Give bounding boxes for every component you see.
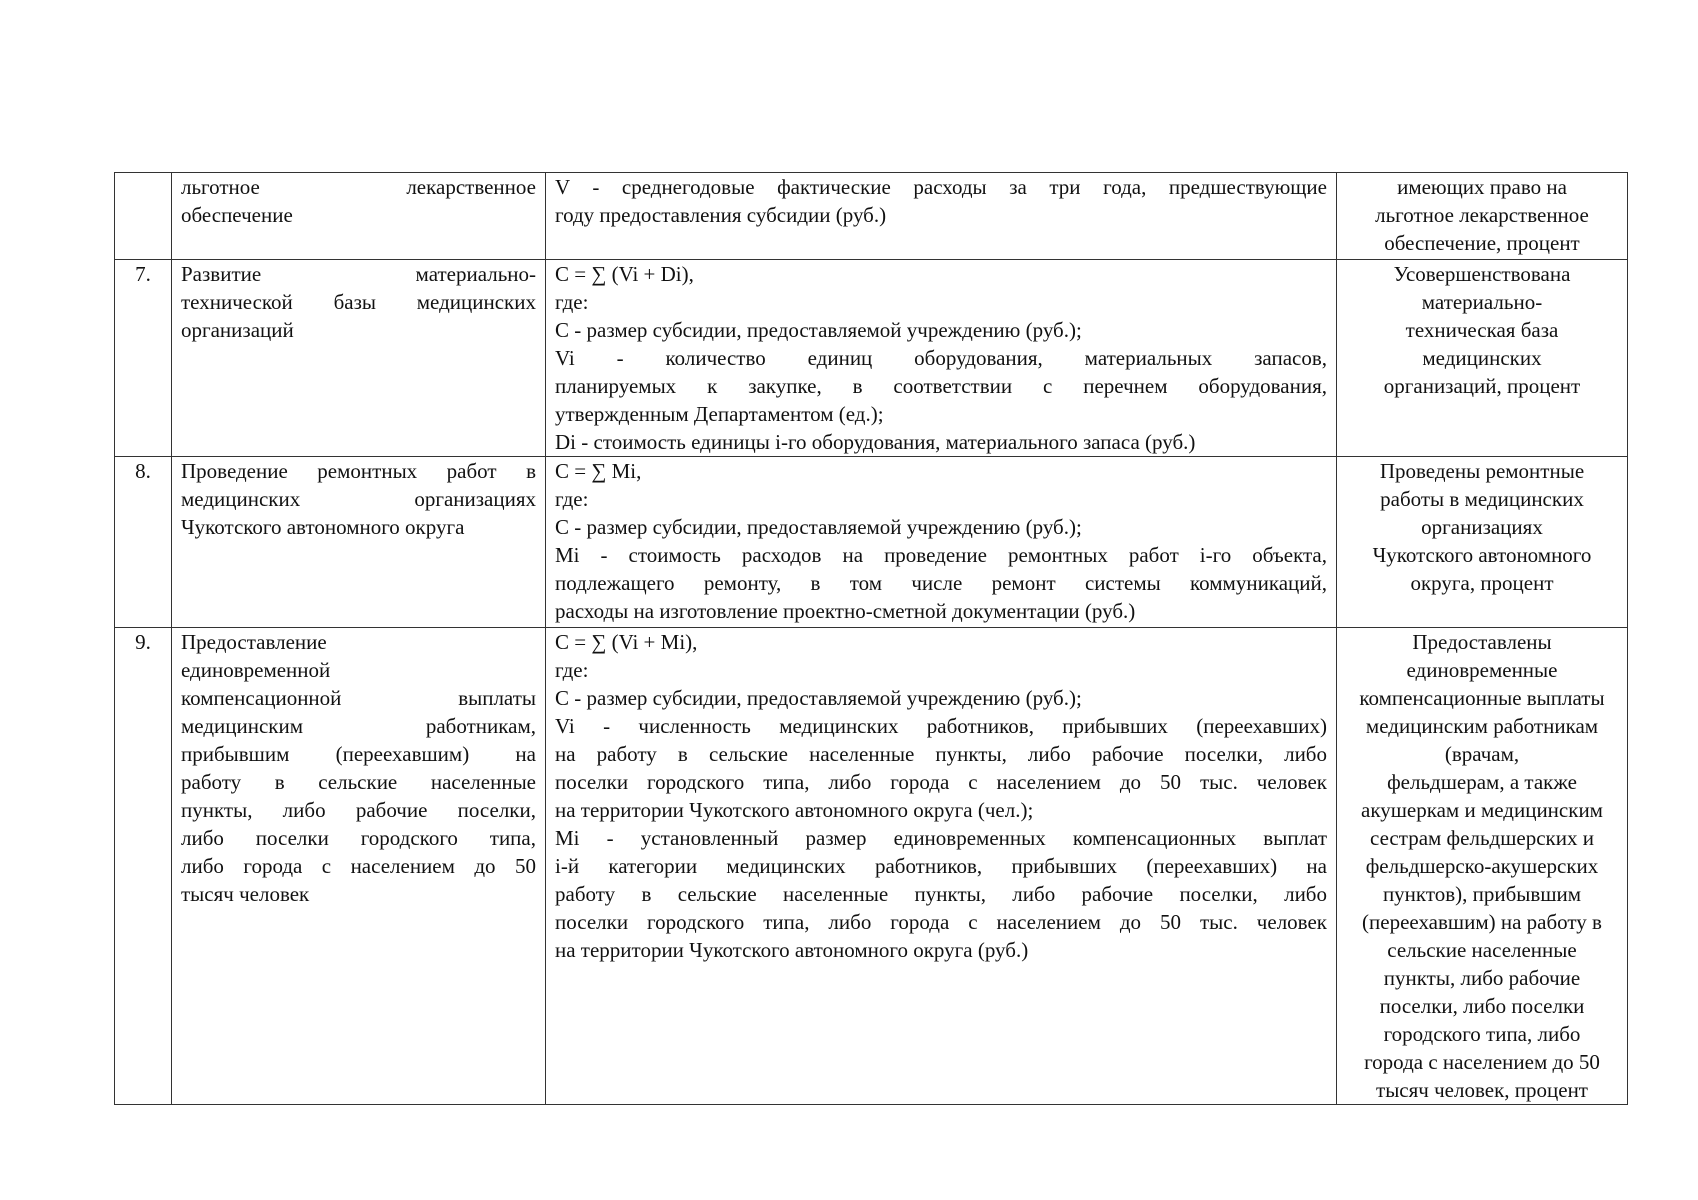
measure-name-line: Развитие материально-	[181, 262, 536, 286]
result-line: округа, процент	[1410, 571, 1554, 595]
measure-name-cell	[172, 457, 546, 628]
result-line: медицинским работникам	[1365, 714, 1599, 738]
formula-cell	[546, 628, 1337, 1105]
result-line: Проведены ремонтные	[1379, 459, 1585, 483]
result-line: обеспечение, процент	[1384, 231, 1580, 255]
result-line: Предоставлены	[1412, 630, 1552, 654]
result-line: Чукотского автономного	[1372, 543, 1592, 567]
measure-name-line: медицинских организациях	[181, 487, 536, 511]
formula-line: на работу в сельские населенные пункты, либо рабочие поселки, либо	[555, 742, 1327, 766]
result-line: организаций, процент	[1383, 374, 1581, 398]
result-line: организациях	[1421, 515, 1543, 539]
result-line: (врачам,	[1444, 742, 1520, 766]
formula-line: планируемых к закупке, в соответствии с перечнем оборудования,	[555, 374, 1327, 398]
result-line: материально-	[1421, 290, 1543, 314]
measure-name-cell	[172, 173, 546, 260]
row-number-text: 9.	[135, 630, 151, 654]
result-line: сестрам фельдшерских и	[1370, 826, 1594, 850]
result-line: (переехавшим) на работу в	[1362, 910, 1602, 934]
result-line: фельдшерам, а также	[1387, 770, 1577, 794]
result-line: сельские населенные	[1387, 938, 1577, 962]
row-number	[115, 628, 172, 1105]
table-row	[115, 260, 1628, 457]
formula-line: Mi - установленный размер единовременных компенсационных выплат	[555, 826, 1327, 850]
measure-name-line: компенсационной выплаты	[181, 686, 536, 710]
row-number-text: 8.	[135, 459, 151, 483]
measure-name-line: Предоставление	[181, 630, 327, 654]
subsidy-table	[114, 172, 1628, 1105]
result-line: единовременные	[1406, 658, 1558, 682]
result-line: тысяч человек, процент	[1376, 1078, 1588, 1102]
measure-name-cell	[172, 260, 546, 457]
formula-line: C = ∑ (Vi + Mi),	[555, 630, 698, 654]
formula-line: C - размер субсидии, предоставляемой учреждению (руб.);	[555, 318, 1082, 342]
table-row	[115, 457, 1628, 628]
result-line: медицинских	[1422, 346, 1542, 370]
measure-name-line: либо поселки городского типа,	[181, 826, 536, 850]
measure-name-line: прибывшим (переехавшим) на	[181, 742, 536, 766]
formula-line: Di - стоимость единицы i-го оборудования, материального запаса (руб.)	[555, 430, 1196, 454]
result-cell	[1337, 457, 1628, 628]
measure-name-line: единовременной	[181, 658, 331, 682]
measure-name-line: Проведение ремонтных работ в	[181, 459, 536, 483]
formula-line: где:	[555, 487, 589, 511]
formula-line: расходы на изготовление проектно-сметной документации (руб.)	[555, 599, 1136, 623]
measure-name-line: тысяч человек	[181, 882, 310, 906]
result-line: города с населением до 50	[1364, 1050, 1600, 1074]
formula-line: V - среднегодовые фактические расходы за три года, предшествующие	[555, 175, 1327, 199]
row-number	[115, 260, 172, 457]
formula-line: где:	[555, 658, 589, 682]
result-cell	[1337, 260, 1628, 457]
formula-line: Mi - стоимость расходов на проведение ремонтных работ i-го объекта,	[555, 543, 1327, 567]
result-line: поселки, либо поселки	[1379, 994, 1585, 1018]
result-line: компенсационные выплаты	[1359, 686, 1605, 710]
measure-name-line: либо города с населением до 50	[181, 854, 536, 878]
result-cell	[1337, 173, 1628, 260]
formula-line: работу в сельские населенные пункты, либо рабочие поселки, либо	[555, 882, 1327, 906]
formula-cell	[546, 173, 1337, 260]
formula-line: C = ∑ Mi,	[555, 459, 642, 483]
formula-line: C = ∑ (Vi + Di),	[555, 262, 694, 286]
formula-line: где:	[555, 290, 589, 314]
measure-name-line: работу в сельские населенные	[181, 770, 536, 794]
formula-line: C - размер субсидии, предоставляемой учреждению (руб.);	[555, 515, 1082, 539]
formula-line: утвержденным Департаментом (ед.);	[555, 402, 884, 426]
result-line: фельдшерско-акушерских	[1365, 854, 1599, 878]
measure-name-line: льготное лекарственное	[181, 175, 536, 199]
measure-name-cell	[172, 628, 546, 1105]
result-line: акушеркам и медицинским	[1361, 798, 1603, 822]
table-row	[115, 173, 1628, 260]
measure-name-line: технической базы медицинских	[181, 290, 536, 314]
result-line: льготное лекарственное	[1375, 203, 1589, 227]
formula-line: на территории Чукотского автономного округа (чел.);	[555, 798, 1034, 822]
result-line: техническая база	[1405, 318, 1559, 342]
row-number-text: 7.	[135, 262, 151, 286]
table-row	[115, 628, 1628, 1105]
result-line: работы в медицинских	[1380, 487, 1584, 511]
formula-line: на территории Чукотского автономного округа (руб.)	[555, 938, 1029, 962]
result-line: пункты, либо рабочие	[1383, 966, 1581, 990]
row-number	[115, 457, 172, 628]
formula-cell	[546, 260, 1337, 457]
measure-name-line: организаций	[181, 318, 294, 342]
formula-line: Vi - численность медицинских работников, прибывших (переехавших)	[555, 714, 1327, 738]
result-line: Усовершенствована	[1393, 262, 1571, 286]
result-cell	[1337, 628, 1628, 1105]
measure-name-line: обеспечение	[181, 203, 293, 227]
formula-line: Vi - количество единиц оборудования, материальных запасов,	[555, 346, 1327, 370]
formula-cell	[546, 457, 1337, 628]
formula-line: C - размер субсидии, предоставляемой учреждению (руб.);	[555, 686, 1082, 710]
formula-line: подлежащего ремонту, в том числе ремонт системы коммуникаций,	[555, 571, 1327, 595]
formula-line: i-й категории медицинских работников, прибывших (переехавших) на	[555, 854, 1327, 878]
measure-name-line: медицинским работникам,	[181, 714, 536, 738]
formula-line: году предоставления субсидии (руб.)	[555, 203, 887, 227]
measure-name-line: пункты, либо рабочие поселки,	[181, 798, 536, 822]
row-number	[115, 173, 172, 260]
formula-line: поселки городского типа, либо города с населением до 50 тыс. человек	[555, 770, 1327, 794]
result-line: пунктов), прибывшим	[1382, 882, 1582, 906]
result-line: городского типа, либо	[1383, 1022, 1581, 1046]
measure-name-line: Чукотского автономного округа	[181, 515, 465, 539]
formula-line: поселки городского типа, либо города с населением до 50 тыс. человек	[555, 910, 1327, 934]
result-line: имеющих право на	[1397, 175, 1567, 199]
